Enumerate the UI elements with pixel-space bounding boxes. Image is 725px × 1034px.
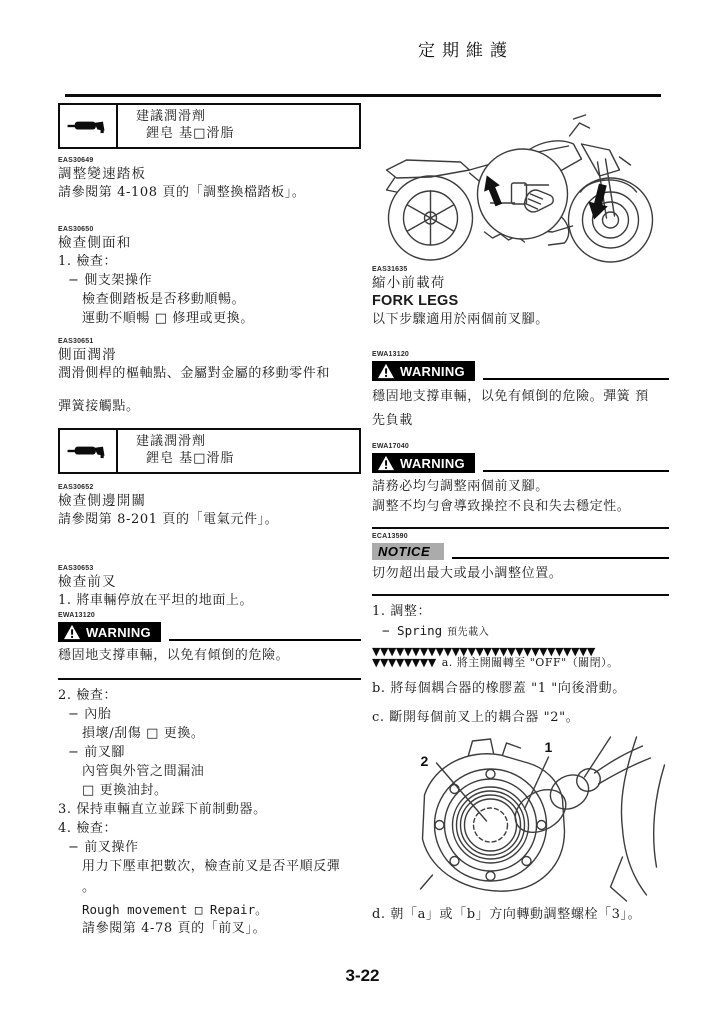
text-line: 運動不順暢 □ 修理或更換。 (82, 311, 254, 326)
warning-badge (372, 453, 475, 473)
section-code: EAS30653 (58, 565, 94, 572)
page-title: 定期維護 (418, 41, 514, 61)
section-title-sidestand: 檢查側面和 (58, 235, 132, 251)
section-rule (58, 678, 361, 680)
lubricant-text (118, 105, 234, 147)
text-line: 1. 調整： (372, 604, 432, 619)
text-line: − 內胎 (68, 707, 112, 722)
section-title-front-fork: 檢查前叉 (58, 574, 117, 590)
text-line: Rough movement □ Repair。 (82, 902, 268, 917)
section-title-fork-legs: FORK LEGS (372, 293, 459, 309)
warning-triangle-icon (63, 624, 81, 640)
section-title-shift-pedal: 調整變速踏板 (58, 166, 147, 182)
section-title-sidestand-switch: 檢查側邊開關 (58, 493, 147, 509)
spring-note: 預先載入 (446, 627, 490, 638)
text-line: 檢查側踏板是否移動順暢。 (82, 292, 246, 307)
warning-header (58, 622, 361, 642)
section-rule (372, 527, 669, 529)
section-code: EAS30652 (58, 484, 94, 491)
warning-text: 穩固地支撐車輛，以免有傾倒的危險。彈簧 預 (372, 389, 649, 404)
diagram-label-2: 2 (420, 753, 429, 769)
section-code: EAS31635 (372, 266, 408, 273)
page-number: 3-22 (345, 966, 380, 985)
text-line: − 前叉操作 (68, 840, 139, 855)
fork-coupler-diagram (372, 735, 669, 903)
section-code: EAS30649 (58, 157, 94, 164)
text-line (372, 621, 669, 642)
warning-text: 請務必均勻調整兩個前叉腳。 (372, 479, 549, 494)
text-line: 2. 檢查： (58, 688, 118, 703)
grease-gun-icon (66, 115, 110, 137)
warning-code: EWA17040 (372, 443, 410, 450)
warning-text: 穩固地支撐車輛，以免有傾倒的危險。 (58, 648, 290, 663)
text-line: 1. 檢查： (58, 254, 118, 269)
section-rule (372, 594, 669, 596)
text-line: 彈簧接觸點。 (58, 399, 140, 414)
grease-gun-icon (66, 440, 110, 462)
step-b: b. 將每個耦合器的橡膠蓋 "1 "向後滑動。 (372, 681, 626, 696)
text-line: 以下步驟適用於兩個前叉腳。 (372, 312, 549, 327)
warning-badge (372, 361, 475, 381)
lubricant-icon-cell (60, 105, 118, 147)
left-column (58, 103, 361, 938)
lubricant-box (58, 428, 361, 474)
warning-label-text: WARNING (86, 624, 151, 640)
procedure-marker-partial: ▼▼▼▼▼▼▼▼ (372, 656, 436, 669)
lubricant-title: 建議潤滑劑 (136, 434, 207, 449)
warning-label-text: WARNING (400, 363, 465, 379)
warning-badge (58, 622, 161, 642)
header-rule (65, 94, 661, 97)
notice-header (372, 543, 669, 560)
warning-header (372, 453, 669, 473)
section-code: EAS30651 (58, 338, 94, 345)
notice-code: ECA13590 (372, 533, 408, 540)
step-a: a. 將主開關轉至 "OFF"（關閉）。 (441, 656, 619, 669)
section-subtitle-fork-legs: 縮小前載荷 (372, 275, 446, 291)
warning-text: 先負載 (372, 413, 413, 428)
warning-rule (483, 470, 669, 472)
procedure-marker-row: ▼▼▼▼▼▼▼▼▼▼▼▼▼▼▼▼▼▼▼▼▼▼▼▼▼▼▼▼ (372, 645, 595, 658)
warning-text: 調整不均勻會導致操控不良和失去穩定性。 (372, 499, 631, 514)
text-line: 1. 將車輛停放在平坦的地面上。 (58, 593, 254, 608)
section-title-sidestand-lube: 側面潤滑 (58, 347, 117, 363)
notice-rule (452, 557, 669, 559)
text-line: 內管與外管之間漏油 (82, 764, 205, 779)
warning-rule (483, 378, 669, 380)
warning-triangle-icon (377, 363, 395, 379)
text-line: □ 更換油封。 (82, 783, 168, 798)
text-line: 潤滑側桿的樞軸點、金屬對金屬的移動零件和 (58, 366, 331, 381)
diagram-label-1: 1 (544, 739, 553, 755)
lubricant-icon-cell (60, 430, 118, 472)
lubricant-text (118, 430, 234, 472)
section-code: EAS30650 (58, 226, 94, 233)
text-line: 3. 保持車輛直立並踩下前制動器。 (58, 802, 267, 817)
text-line: 請參閱第 4-78 頁的「前叉」。 (82, 921, 267, 936)
procedure-marker-row (372, 657, 669, 669)
lubricant-title: 建議潤滑劑 (136, 109, 207, 124)
spring-label: − Spring (382, 623, 443, 638)
warning-code: EWA13120 (58, 612, 96, 619)
text-line: − 側支架操作 (68, 273, 153, 288)
text-line: 請參閱第 8-201 頁的「電氣元件」。 (58, 512, 279, 527)
lubricant-value: 鋰皂 基□滑脂 (146, 126, 235, 141)
text-line: 損壞/刮傷 □ 更換。 (82, 726, 205, 741)
notice-text: 切勿超出最大或最小調整位置。 (372, 566, 563, 581)
warning-rule (169, 639, 361, 641)
right-column (372, 106, 669, 924)
lubricant-box (58, 103, 361, 149)
warning-triangle-icon (377, 455, 395, 471)
step-d: d. 朝「a」或「b」方向轉動調整螺栓「3」。 (372, 907, 642, 922)
warning-label-text: WARNING (400, 455, 465, 471)
notice-badge: NOTICE (372, 543, 444, 560)
warning-header (372, 361, 669, 381)
text-line: 請參閱第 4-108 頁的「調整換檔踏板」。 (58, 185, 306, 200)
text-line: 4. 檢查： (58, 821, 118, 836)
lubricant-value: 鋰皂 基□滑脂 (146, 451, 235, 466)
text-line: 。 (82, 880, 96, 895)
step-c: c. 斷開每個前叉上的耦合器 "2"。 (372, 710, 580, 725)
text-line: − 前叉腳 (68, 745, 126, 760)
motorcycle-illustration (372, 106, 669, 264)
warning-code: EWA13120 (372, 351, 410, 358)
text-line: 用力下壓車把數次，檢查前叉是否平順反彈 (82, 859, 341, 874)
